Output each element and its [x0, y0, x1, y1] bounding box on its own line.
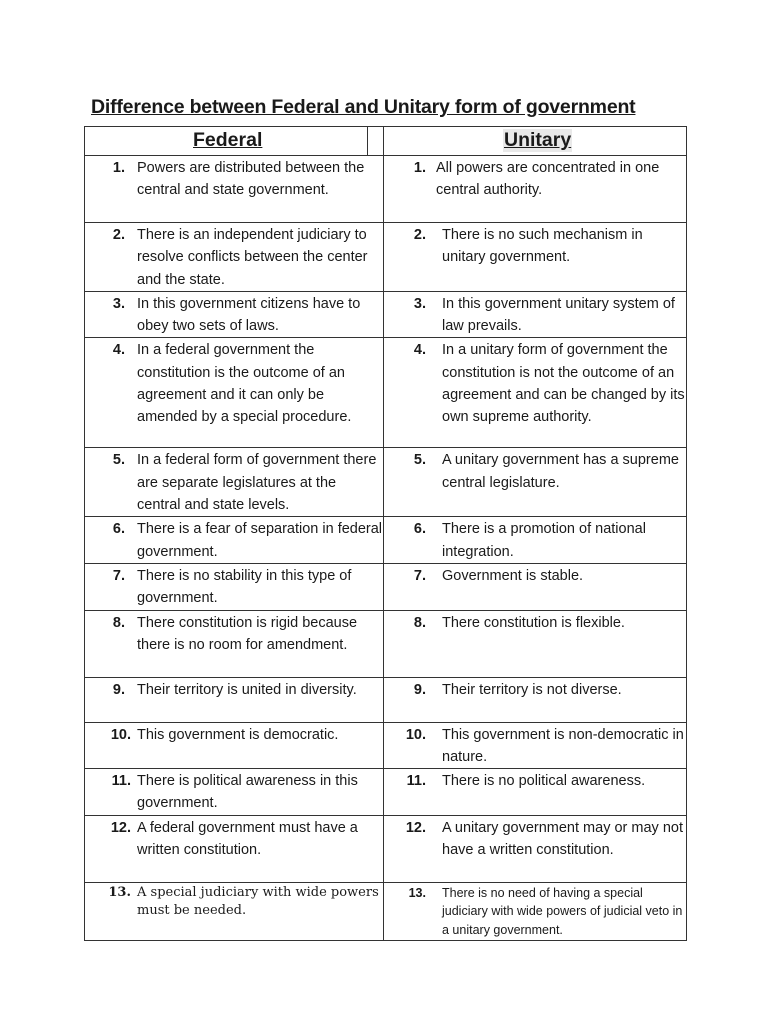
federal-point: In a federal form of government there are separate legislatures at the central and state levels. — [137, 452, 377, 514]
federal-cell — [85, 882, 384, 940]
row-number: 5. — [413, 452, 426, 469]
unitary-point: All powers are concentrated in one central authority. — [436, 160, 660, 199]
row-number: 7. — [112, 567, 125, 584]
unitary-cell — [384, 291, 687, 338]
federal-cell — [85, 223, 384, 292]
row-number: 6. — [112, 521, 125, 538]
federal-point: There is no stability in this type of government. — [137, 567, 352, 607]
table-row — [85, 722, 687, 769]
unitary-cell — [384, 563, 687, 610]
unitary-cell — [384, 769, 687, 816]
row-number: 4. — [413, 342, 426, 359]
federal-cell — [85, 291, 384, 338]
federal-point: In a federal government the constitution is the outcome of an agreement and it can only be amended by a special procedure. — [137, 342, 352, 426]
row-number: 3. — [413, 295, 426, 312]
unitary-point: There is no need of having a special judiciary with wide powers of judicial veto in a unitary government. — [442, 885, 683, 937]
unitary-cell — [384, 882, 687, 940]
row-number: 8. — [112, 614, 125, 631]
unitary-cell — [384, 448, 687, 517]
federal-cell — [85, 769, 384, 816]
unitary-cell — [384, 722, 687, 769]
table-row — [85, 223, 687, 292]
row-number: 11. — [406, 773, 426, 790]
unitary-cell — [384, 517, 687, 564]
federal-cell — [85, 517, 384, 564]
row-number: 3. — [112, 295, 125, 312]
table-row — [85, 517, 687, 564]
unitary-point: There is no political awareness. — [442, 773, 646, 790]
unitary-point: Government is stable. — [442, 567, 584, 584]
row-number: 13. — [408, 885, 426, 900]
federal-cell — [85, 338, 384, 448]
row-number: 10. — [110, 726, 131, 743]
page-title: Difference between Federal and Unitary form of government — [91, 96, 636, 118]
federal-point: There is an independent judiciary to resolve conflicts between the center and the state. — [137, 227, 368, 288]
federal-cell — [85, 448, 384, 517]
federal-point: Powers are distributed between the central and state government. — [137, 160, 365, 199]
row-number: 5. — [112, 452, 125, 469]
federal-point: In this government citizens have to obey two sets of laws. — [137, 295, 361, 335]
federal-point: A special judiciary with wide powers must be needed. — [137, 884, 379, 918]
header-unitary-cell — [384, 127, 687, 156]
row-number: 11. — [111, 773, 131, 790]
federal-point: There is political awareness in this government. — [137, 773, 358, 812]
table-row — [85, 610, 687, 677]
unitary-point: A unitary government has a supreme central legislature. — [442, 452, 679, 491]
unitary-point: Their territory is not diverse. — [442, 681, 622, 698]
header-federal: Federal — [193, 129, 263, 151]
header-unitary: Unitary — [504, 129, 572, 151]
federal-cell — [85, 722, 384, 769]
federal-point: There constitution is rigid because there is no room for amendment. — [137, 614, 358, 653]
federal-point: This government is democratic. — [137, 726, 339, 743]
unitary-point: In this government unitary system of law prevails. — [442, 295, 675, 335]
table-row — [85, 448, 687, 517]
unitary-cell — [384, 338, 687, 448]
unitary-point: This government is non-democratic in nature. — [442, 726, 684, 765]
federal-cell — [85, 815, 384, 882]
table-header-row — [85, 127, 687, 156]
row-number: 12. — [110, 819, 131, 836]
row-number: 6. — [413, 521, 426, 538]
row-number: 4. — [112, 342, 125, 359]
row-number: 13. — [108, 884, 131, 900]
row-number: 2. — [413, 227, 426, 243]
table-row — [85, 677, 687, 722]
header-divider — [367, 127, 368, 155]
unitary-cell — [384, 815, 687, 882]
table-row — [85, 338, 687, 448]
table-row — [85, 769, 687, 816]
unitary-point: In a unitary form of government the constitution is not the outcome of an agreement and can be changed by its own supreme authority. — [442, 342, 685, 426]
federal-cell — [85, 156, 384, 223]
unitary-point: There is no such mechanism in unitary government. — [442, 227, 643, 266]
table-row — [85, 291, 687, 338]
federal-point: A federal government must have a written constitution. — [137, 819, 358, 859]
unitary-cell — [384, 677, 687, 722]
row-number: 10. — [405, 726, 426, 743]
row-number: 1. — [413, 160, 426, 176]
row-number: 8. — [413, 614, 426, 631]
unitary-point: There constitution is flexible. — [442, 614, 625, 631]
federal-cell — [85, 563, 384, 610]
unitary-cell — [384, 223, 687, 292]
federal-point: There is a fear of separation in federal government. — [137, 521, 383, 560]
row-number: 9. — [413, 681, 426, 698]
table-row — [85, 563, 687, 610]
comparison-table — [84, 126, 687, 941]
row-number: 7. — [413, 567, 426, 584]
row-number: 12. — [405, 819, 426, 836]
unitary-point: There is a promotion of national integration. — [442, 521, 646, 560]
unitary-cell — [384, 610, 687, 677]
federal-cell — [85, 610, 384, 677]
table-row — [85, 882, 687, 940]
row-number: 1. — [112, 160, 125, 176]
unitary-point: A unitary government may or may not have a written constitution. — [442, 819, 683, 859]
unitary-cell — [384, 156, 687, 223]
table-row — [85, 815, 687, 882]
table-row — [85, 156, 687, 223]
header-federal-cell — [85, 127, 384, 156]
federal-cell — [85, 677, 384, 722]
row-number: 2. — [112, 227, 125, 243]
row-number: 9. — [112, 681, 125, 698]
federal-point: Their territory is united in diversity. — [137, 681, 357, 698]
